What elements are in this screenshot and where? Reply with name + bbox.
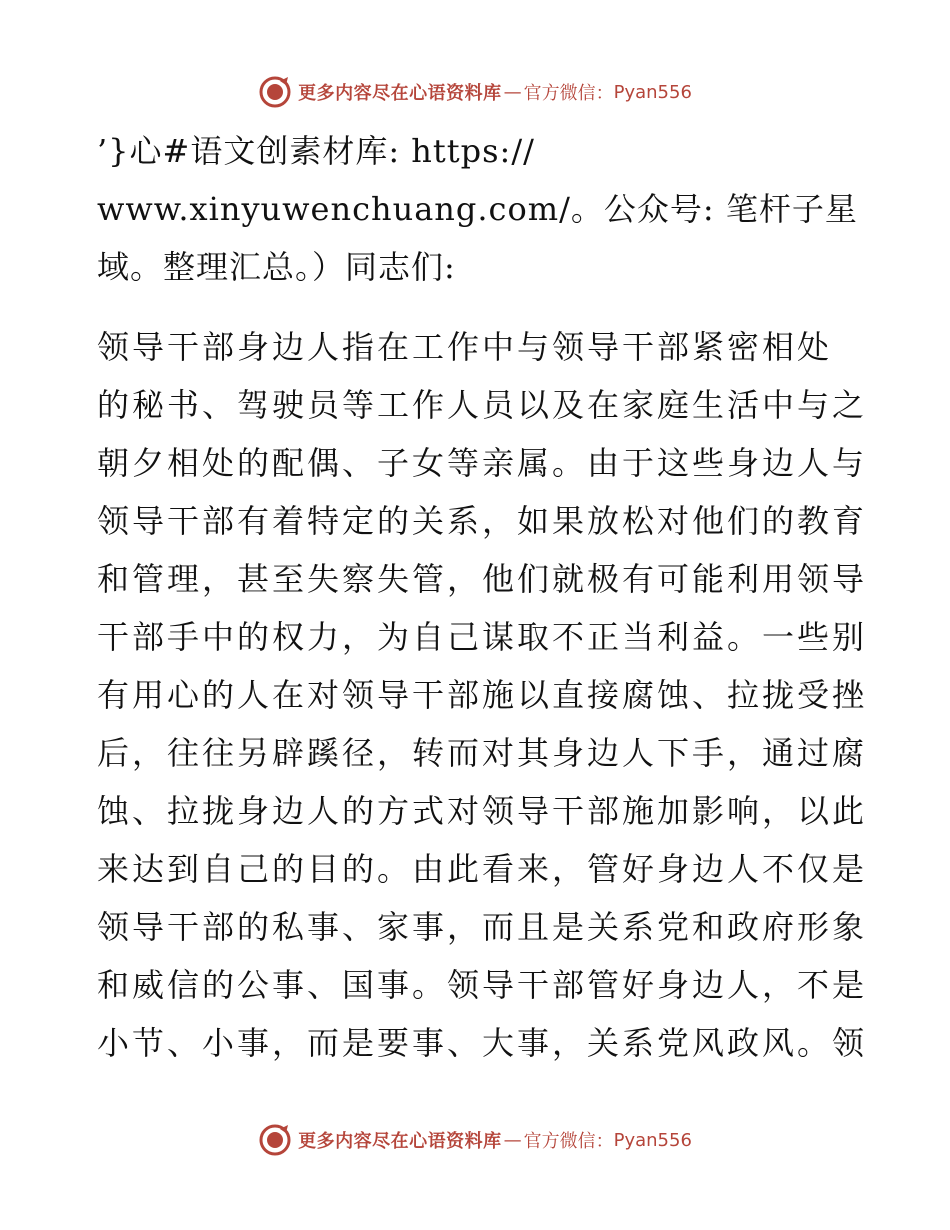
- paragraph-line: 干部手中的权力，为自己谋取不正当利益。一些别: [97, 618, 868, 656]
- paragraph-line: 领导干部的私事、家事，而且是关系党和政府形象: [97, 908, 868, 946]
- intro-line: 域。整理汇总。）同志们:: [97, 248, 456, 286]
- watermark-text: 更多内容尽在心语资料库: [298, 1131, 502, 1152]
- paragraph-line: 领导干部有着特定的关系，如果放松对他们的教育: [97, 502, 868, 540]
- paragraph-line: 朝夕相处的配偶、子女等亲属。由于这些身边人与: [97, 444, 868, 482]
- watermark-wechat-label: 官方微信：: [523, 1131, 614, 1152]
- paragraph-line: 蚀、拉拢身边人的方式对领导干部施加影响，以此: [97, 792, 868, 830]
- document-body: [97, 122, 868, 1072]
- watermark-wechat-id: Pyan556: [613, 81, 692, 103]
- paragraph-line: 来达到自己的目的。由此看来，管好身边人不仅是: [97, 850, 868, 888]
- header-watermark: [0, 72, 950, 112]
- watermark-separator: —: [503, 1129, 522, 1151]
- paragraph-line: 小节、小事，而是要事、大事，关系党风政风。领: [97, 1024, 868, 1062]
- intro-line: www.xinyuwenchuang.com/。公众号: 笔杆子星: [97, 190, 858, 228]
- footer-watermark: [0, 1120, 950, 1160]
- body-paragraph: [97, 318, 868, 1072]
- paragraph-line: 领导干部身边人指在工作中与领导干部紧密相处: [97, 328, 833, 366]
- intro-line: ’}心#语文创素材库: https://: [97, 132, 535, 170]
- paragraph-line: 的秘书、驾驶员等工作人员以及在家庭生活中与之: [97, 386, 868, 424]
- pen-seal-icon: [258, 1123, 292, 1157]
- watermark-wechat-id: Pyan556: [613, 1129, 692, 1151]
- paragraph-line: 和管理，甚至失察失管，他们就极有可能利用领导: [97, 560, 868, 598]
- paragraph-line: 后，往往另辟蹊径，转而对其身边人下手，通过腐: [97, 734, 868, 772]
- paragraph-line: 有用心的人在对领导干部施以直接腐蚀、拉拢受挫: [97, 676, 868, 714]
- pen-seal-icon: [258, 75, 292, 109]
- watermark-text: 更多内容尽在心语资料库: [298, 83, 502, 104]
- watermark-wechat-label: 官方微信：: [523, 83, 614, 104]
- paragraph-line: 和威信的公事、国事。领导干部管好身边人，不是: [97, 966, 868, 1004]
- intro-block: [97, 122, 857, 296]
- watermark-separator: —: [503, 81, 522, 103]
